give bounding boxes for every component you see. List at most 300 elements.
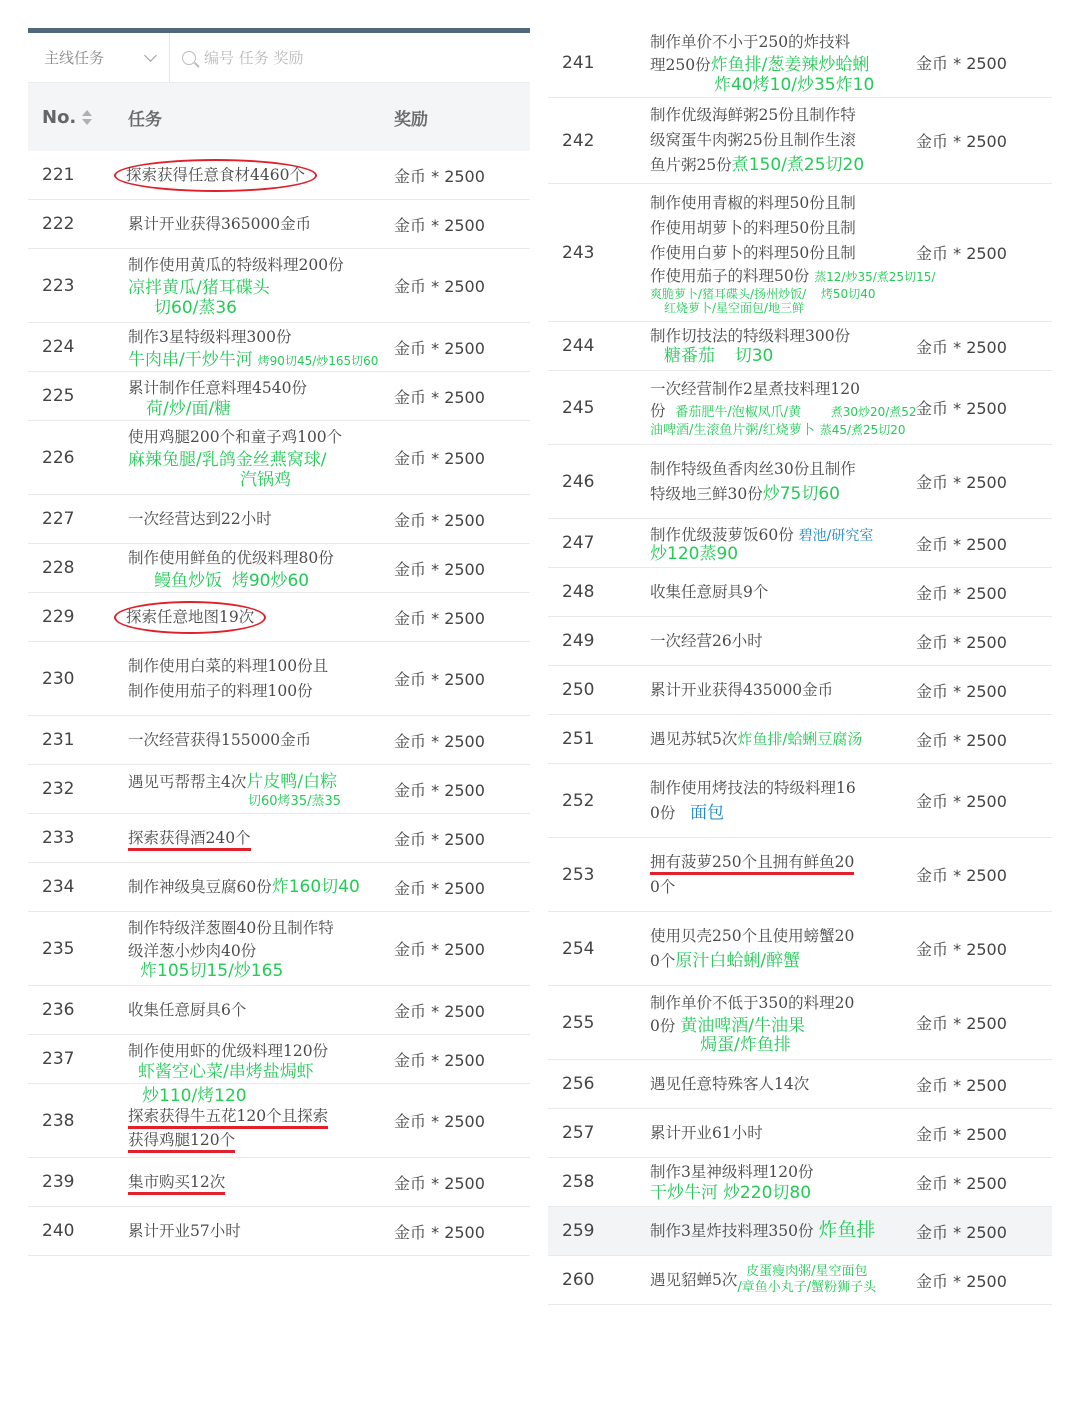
green-note: 蒸12/炒35/煮25切15/ xyxy=(814,269,936,284)
row-reward xyxy=(916,789,1007,812)
task-line xyxy=(128,770,394,795)
reward-label: 金币 xyxy=(394,166,427,186)
reward-amount: * 2500 xyxy=(431,608,485,628)
task-text: 探索获得牛五花120个且探索 xyxy=(128,1107,328,1129)
reward-label: 金币 xyxy=(916,1222,949,1242)
column-header-reward: 奖励 xyxy=(394,109,428,130)
row-reward xyxy=(394,1048,485,1071)
task-text: 份 xyxy=(650,401,666,420)
reward-label: 金币 xyxy=(394,731,427,751)
table-row[interactable] xyxy=(28,1084,530,1158)
reward-amount: * 2500 xyxy=(953,1271,1007,1291)
green-note: 炒220切80 xyxy=(722,1183,812,1203)
row-task xyxy=(650,727,916,752)
row-reward xyxy=(916,728,1007,751)
task-text: 制作使用茄子的料理100份 xyxy=(128,681,313,700)
row-task xyxy=(128,654,394,704)
table-row[interactable] xyxy=(548,568,1052,617)
row-reward xyxy=(394,213,485,236)
row-number: 245 xyxy=(562,397,595,418)
task-text: 一次经营26小时 xyxy=(650,631,763,650)
row-task xyxy=(128,325,394,370)
category-select[interactable] xyxy=(28,33,170,82)
reward-amount: * 2500 xyxy=(953,337,1007,357)
task-text: 累计开业获得365000金币 xyxy=(128,214,312,233)
row-number: 223 xyxy=(42,275,75,296)
reward-label: 金币 xyxy=(916,866,949,885)
table-row[interactable] xyxy=(28,1158,530,1207)
task-text: 制作特级洋葱圈40份且制作特 xyxy=(128,919,334,937)
row-reward xyxy=(394,508,485,531)
reward-label: 金币 xyxy=(916,1271,949,1291)
row-number: 247 xyxy=(562,533,595,553)
reward-label: 金币 xyxy=(394,338,427,358)
row-task xyxy=(650,776,916,826)
reward-amount: * 2500 xyxy=(953,244,1007,263)
row-reward xyxy=(916,1220,1007,1243)
row-number: 259 xyxy=(562,1221,595,1241)
green-note: 鳗鱼炒饭 xyxy=(154,570,222,591)
task-text: 探索获得任意食材4460个 xyxy=(126,165,305,184)
row-number: 238 xyxy=(42,1110,75,1131)
reward-amount: * 2500 xyxy=(953,583,1007,603)
row-number: 260 xyxy=(562,1270,595,1290)
row-reward xyxy=(916,679,1007,702)
table-row[interactable] xyxy=(548,986,1052,1060)
table-row[interactable] xyxy=(28,912,530,986)
row-task xyxy=(650,326,916,366)
task-text: 级窝蛋牛肉粥25份且制作生滚 xyxy=(650,131,856,149)
table-row[interactable] xyxy=(28,544,530,593)
task-text: 遇见丐帮帮主4次 xyxy=(128,772,247,791)
task-text: 0份 xyxy=(650,803,676,822)
reward-label: 金币 xyxy=(394,1222,427,1242)
row-task xyxy=(650,1219,916,1244)
task-text: 制作优级菠萝饭60份 xyxy=(650,525,794,544)
reward-amount: * 2500 xyxy=(431,878,485,898)
reward-amount: * 2500 xyxy=(953,681,1007,701)
green-note: 炒120蒸90 xyxy=(650,543,739,564)
reward-amount: * 2500 xyxy=(431,387,485,407)
table-row[interactable] xyxy=(28,249,530,323)
reward-label: 金币 xyxy=(916,730,949,750)
reward-amount: * 2500 xyxy=(953,132,1007,151)
row-number: 256 xyxy=(562,1074,595,1094)
table-row[interactable] xyxy=(28,1207,530,1256)
task-text: 使用鸡腿200个和童子鸡100个 xyxy=(128,428,343,446)
task-text: 制作使用青椒的料理50份且制 xyxy=(650,193,856,212)
green-note: 爽脆萝卜/猪耳碟头/扬州炒饭/ xyxy=(650,286,807,301)
row-reward xyxy=(394,827,485,850)
blue-note: 面包 xyxy=(690,802,725,823)
task-text: 一次经营制作2星煮技料理120 xyxy=(650,379,860,398)
row-task xyxy=(650,1161,916,1203)
red-circle-mark xyxy=(114,159,317,192)
reward-label: 金币 xyxy=(916,632,949,652)
row-number: 228 xyxy=(42,558,75,578)
row-reward xyxy=(394,1109,485,1132)
reward-amount: * 2500 xyxy=(431,1173,485,1193)
reward-amount: * 2500 xyxy=(953,1222,1007,1242)
row-number: 231 xyxy=(42,730,75,750)
row-task xyxy=(128,916,394,981)
reward-label: 金币 xyxy=(916,132,949,151)
reward-amount: * 2500 xyxy=(953,1173,1007,1193)
task-text: 制作使用白菜的料理100份且 xyxy=(128,656,329,675)
row-number: 258 xyxy=(562,1172,595,1192)
row-reward xyxy=(394,999,485,1022)
row-reward xyxy=(394,164,485,187)
reward-amount: * 2500 xyxy=(953,54,1007,73)
task-text: 一次经营获得155000金币 xyxy=(128,730,312,749)
row-task xyxy=(650,377,916,439)
table-row[interactable] xyxy=(28,323,530,372)
reward-label: 金币 xyxy=(394,559,427,579)
green-note: 番茄肥牛/泡椒凤爪/黄 xyxy=(675,404,802,420)
table-row[interactable] xyxy=(28,642,530,716)
green-note: 油啤酒/生滚鱼片粥/红烧萝卜 xyxy=(650,422,815,438)
reward-label: 金币 xyxy=(394,1050,427,1070)
task-text: 累计开业61小时 xyxy=(650,1123,763,1142)
row-reward xyxy=(394,667,485,690)
table-row[interactable] xyxy=(548,666,1052,715)
note-line xyxy=(128,571,394,591)
task-text: 集市购买12次 xyxy=(128,1173,225,1195)
row-number: 230 xyxy=(42,668,75,689)
green-note: 炸鱼排/葱姜辣炒蛤蜊 xyxy=(710,55,870,75)
reward-label: 金币 xyxy=(916,681,949,701)
reward-label: 金币 xyxy=(394,670,427,689)
reward-label: 金币 xyxy=(394,215,427,235)
reward-amount: * 2500 xyxy=(953,1124,1007,1144)
reward-label: 金币 xyxy=(394,1173,427,1193)
table-row[interactable] xyxy=(28,986,530,1035)
task-text: 0份 xyxy=(650,1017,676,1035)
task-text: 制作优级海鲜粥25份且制作特 xyxy=(650,106,856,124)
reward-amount: * 2500 xyxy=(431,510,485,530)
row-reward xyxy=(394,385,485,408)
table-row[interactable] xyxy=(28,151,530,200)
green-note: 切60烤35/蒸35 xyxy=(248,793,342,809)
table-row[interactable] xyxy=(28,765,530,814)
row-reward xyxy=(916,581,1007,604)
task-text: 制作使用烤技法的特级料理16 xyxy=(650,778,856,797)
row-number: 255 xyxy=(562,1012,595,1033)
row-number: 240 xyxy=(42,1221,75,1241)
reward-amount: * 2500 xyxy=(431,559,485,579)
table-row[interactable] xyxy=(28,421,530,495)
green-note: 糖番茄 xyxy=(664,346,715,366)
row-number: 229 xyxy=(42,607,75,627)
row-reward xyxy=(394,778,485,801)
task-text: 制作使用虾的优级料理120份 xyxy=(128,1041,329,1060)
row-task xyxy=(128,376,394,417)
row-reward xyxy=(916,129,1007,152)
task-text: 累计开业57小时 xyxy=(128,1221,241,1240)
row-task xyxy=(650,103,916,178)
row-reward xyxy=(394,1171,485,1194)
row-number: 221 xyxy=(42,165,75,185)
table-row[interactable] xyxy=(28,863,530,912)
row-reward xyxy=(394,274,485,297)
table-row[interactable] xyxy=(548,98,1052,184)
reward-amount: * 2500 xyxy=(431,449,485,468)
row-task xyxy=(128,875,394,900)
row-number: 248 xyxy=(562,582,595,602)
task-text: 制作单价不低于350的料理20 xyxy=(650,994,855,1012)
green-note: 炸105切15/炒165 xyxy=(140,961,284,981)
table-row[interactable] xyxy=(548,764,1052,838)
task-text: 制作3星神级料理120份 xyxy=(650,1163,814,1181)
reward-label: 金币 xyxy=(916,399,949,418)
row-number: 252 xyxy=(562,790,595,811)
task-text: 收集任意厨具9个 xyxy=(650,582,769,601)
reward-amount: * 2500 xyxy=(953,534,1007,554)
green-note: 蒸45/煮25切20 xyxy=(819,422,906,437)
table-row[interactable] xyxy=(548,1158,1052,1207)
task-text: 作使用白萝卜的料理50份且制 xyxy=(650,243,856,262)
row-task xyxy=(650,991,916,1054)
reward-label: 金币 xyxy=(916,1075,949,1095)
row-number: 243 xyxy=(562,242,595,263)
row-number: 236 xyxy=(42,1000,75,1020)
table-row[interactable] xyxy=(548,1207,1052,1256)
row-number: 222 xyxy=(42,214,75,234)
row-number: 239 xyxy=(42,1172,75,1192)
green-note: 焗蛋/炸鱼排 xyxy=(700,1035,791,1055)
reward-amount: * 2500 xyxy=(953,632,1007,652)
reward-amount: * 2500 xyxy=(953,730,1007,750)
row-reward xyxy=(394,446,485,469)
task-text: 遇见任意特殊客人14次 xyxy=(650,1074,810,1093)
row-task xyxy=(128,1039,394,1080)
row-reward xyxy=(916,532,1007,555)
row-number: 233 xyxy=(42,828,75,848)
green-note: 烤50切40 xyxy=(820,286,876,301)
row-number: 241 xyxy=(562,52,595,73)
reward-label: 金币 xyxy=(916,1014,949,1033)
table-row[interactable] xyxy=(548,184,1052,322)
green-note: 麻辣兔腿/乳鸽金丝燕窝球/ xyxy=(128,450,327,470)
row-reward xyxy=(916,335,1007,358)
green-note: /章鱼小丸子/蟹粉狮子头 xyxy=(737,1280,877,1295)
row-task xyxy=(128,826,394,851)
table-row[interactable] xyxy=(548,617,1052,666)
row-reward xyxy=(916,396,1007,419)
green-note: 干炒牛河 xyxy=(650,1183,718,1203)
table-row[interactable] xyxy=(548,1256,1052,1305)
task-text: 使用贝壳250个且使用螃蟹20 xyxy=(650,926,855,945)
reward-amount: * 2500 xyxy=(431,1001,485,1021)
reward-amount: * 2500 xyxy=(431,277,485,296)
table-row[interactable] xyxy=(548,1109,1052,1158)
reward-amount: * 2500 xyxy=(431,731,485,751)
green-note: 烤90炒60 xyxy=(231,570,310,591)
task-text: 制作使用鲜鱼的优级料理80份 xyxy=(128,548,334,567)
row-reward xyxy=(394,557,485,580)
table-row[interactable] xyxy=(28,716,530,765)
row-reward xyxy=(394,606,485,629)
row-task xyxy=(128,1088,394,1153)
reward-amount: * 2500 xyxy=(953,940,1007,959)
green-note: 凉拌黄瓜/猪耳碟头 xyxy=(128,278,270,298)
category-select-value: 主线任务 xyxy=(44,49,105,67)
row-reward xyxy=(916,937,1007,960)
table-row[interactable] xyxy=(548,838,1052,912)
green-note: 炸鱼排/蛤蜊豆腐汤 xyxy=(737,729,863,748)
task-text: 遇见苏轼5次 xyxy=(650,729,738,748)
table-row[interactable] xyxy=(548,912,1052,986)
row-number: 225 xyxy=(42,386,75,406)
row-task xyxy=(650,580,916,605)
task-text: 制作切技法的特级料理300份 xyxy=(650,327,851,345)
row-task xyxy=(128,728,394,753)
reward-amount: * 2500 xyxy=(953,792,1007,811)
table-row[interactable] xyxy=(548,519,1052,568)
row-task xyxy=(128,998,394,1023)
table-row[interactable] xyxy=(548,1060,1052,1109)
reward-label: 金币 xyxy=(394,277,427,296)
row-number: 249 xyxy=(562,631,595,651)
table-row[interactable] xyxy=(28,1035,530,1084)
reward-label: 金币 xyxy=(394,1112,427,1131)
green-note: 汽锅鸡 xyxy=(240,470,291,490)
reward-label: 金币 xyxy=(916,583,949,603)
red-circle-mark xyxy=(114,601,266,634)
row-task xyxy=(650,629,916,654)
row-number: 227 xyxy=(42,509,75,529)
task-text: 鱼片粥25份 xyxy=(650,156,732,174)
row-number: 246 xyxy=(562,471,595,492)
reward-amount: * 2500 xyxy=(953,1075,1007,1095)
task-text: 0个 xyxy=(650,877,676,896)
green-note: 黄油啤酒/牛油果 xyxy=(680,1016,806,1036)
task-text: 0个 xyxy=(650,951,676,970)
row-reward xyxy=(916,241,1007,264)
task-text: 制作特级鱼香肉丝30份且制作 xyxy=(650,459,856,478)
row-task xyxy=(128,1170,394,1195)
table-row[interactable] xyxy=(548,28,1052,98)
green-note: 切60/蒸36 xyxy=(154,298,237,318)
reward-amount: * 2500 xyxy=(431,940,485,959)
row-task xyxy=(650,30,916,95)
green-note: 原汁白蛤蜊/醉蟹 xyxy=(675,950,801,971)
reward-amount: * 2500 xyxy=(953,399,1007,418)
green-note: 炸鱼排 xyxy=(818,1218,876,1241)
row-reward xyxy=(916,1011,1007,1034)
reward-label: 金币 xyxy=(916,1173,949,1193)
reward-amount: * 2500 xyxy=(431,215,485,235)
reward-label: 金币 xyxy=(394,608,427,628)
green-note: 烤90切45/炒165切60 xyxy=(257,353,379,368)
row-task xyxy=(650,924,916,974)
reward-label: 金币 xyxy=(394,829,427,849)
row-task xyxy=(650,678,916,703)
green-note: 炸160切40 xyxy=(271,876,360,897)
table-row[interactable] xyxy=(28,593,530,642)
reward-amount: * 2500 xyxy=(431,1112,485,1131)
reward-label: 金币 xyxy=(394,387,427,407)
task-text: 制作3星特级料理300份 xyxy=(128,327,292,346)
reward-amount: * 2500 xyxy=(431,670,485,689)
table-row[interactable] xyxy=(28,200,530,249)
reward-label: 金币 xyxy=(394,510,427,530)
row-reward xyxy=(394,729,485,752)
reward-label: 金币 xyxy=(916,337,949,357)
reward-amount: * 2500 xyxy=(953,866,1007,885)
row-reward xyxy=(916,1171,1007,1194)
green-note: 牛肉串/干炒牛河 xyxy=(128,349,253,370)
search-input[interactable] xyxy=(170,47,304,68)
row-reward xyxy=(916,1269,1007,1292)
row-number: 251 xyxy=(562,729,595,749)
left-task-table xyxy=(28,28,530,1256)
row-reward xyxy=(394,876,485,899)
task-text: 累计开业获得435000金币 xyxy=(650,680,834,699)
row-reward xyxy=(916,51,1007,74)
green-note: 荷/炒/面/糖 xyxy=(146,398,232,419)
task-text: 特级地三鲜30份 xyxy=(650,484,763,503)
row-number: 232 xyxy=(42,779,75,799)
table-row[interactable] xyxy=(548,445,1052,519)
row-task xyxy=(650,1072,916,1097)
reward-label: 金币 xyxy=(916,244,949,263)
row-task xyxy=(128,159,394,192)
row-number: 224 xyxy=(42,337,75,357)
search-icon xyxy=(182,51,196,65)
green-note: 虾酱空心菜/串烤盐焗虾 xyxy=(138,1061,314,1082)
green-note: 煮150/煮25切20 xyxy=(731,155,865,175)
row-number: 244 xyxy=(562,336,595,356)
table-row[interactable] xyxy=(28,495,530,544)
table-row[interactable] xyxy=(548,715,1052,764)
table-row[interactable] xyxy=(28,372,530,421)
task-text: 制作神级臭豆腐60份 xyxy=(128,877,272,896)
task-text: 作使用茄子的料理50份 xyxy=(650,266,810,285)
green-note: 炒75切60 xyxy=(762,483,840,504)
reward-label: 金币 xyxy=(916,1124,949,1144)
filter-bar xyxy=(28,33,530,83)
row-task xyxy=(128,770,394,809)
task-text: 级洋葱小炒肉40份 xyxy=(128,942,257,960)
column-header-no[interactable] xyxy=(28,107,128,128)
task-text: 理250份 xyxy=(650,56,711,74)
reward-label: 金币 xyxy=(916,792,949,811)
search-placeholder: 编号 任务 奖励 xyxy=(204,49,304,67)
blue-note: 碧池/研究室 xyxy=(798,527,874,544)
right-task-table xyxy=(548,28,1052,1305)
row-reward xyxy=(916,470,1007,493)
task-text: 拥有菠萝250个且拥有鲜鱼20 xyxy=(650,853,854,875)
reward-amount: * 2500 xyxy=(953,473,1007,492)
table-row[interactable] xyxy=(548,322,1052,371)
task-text: 累计制作任意料理4540份 xyxy=(128,378,307,397)
sort-icon[interactable] xyxy=(82,110,92,125)
reward-amount: * 2500 xyxy=(953,1014,1007,1033)
table-row[interactable] xyxy=(28,814,530,863)
table-header xyxy=(28,83,530,151)
row-task xyxy=(650,850,916,900)
table-row[interactable] xyxy=(548,371,1052,445)
row-task xyxy=(128,507,394,532)
row-task xyxy=(650,1121,916,1146)
chevron-down-icon xyxy=(144,49,157,62)
reward-label: 金币 xyxy=(394,940,427,959)
row-task xyxy=(650,457,916,507)
task-text: 制作3星炸技料理350份 xyxy=(650,1221,814,1240)
task-text: 收集任意厨具6个 xyxy=(128,1000,247,1019)
reward-amount: * 2500 xyxy=(431,1222,485,1242)
